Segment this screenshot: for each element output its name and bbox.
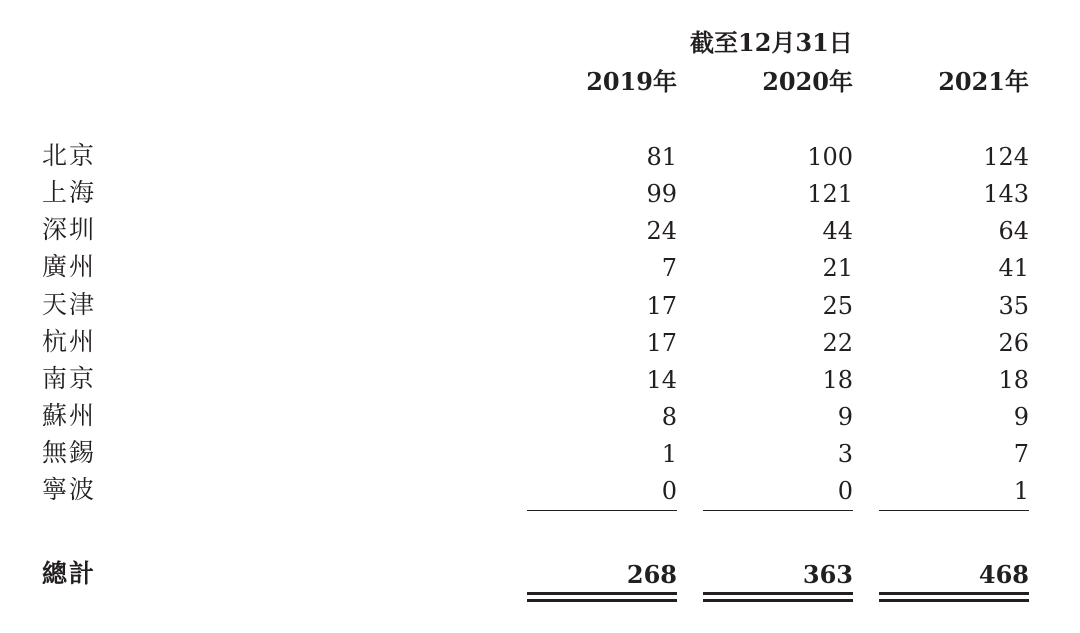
- total-label: 總計: [42, 559, 97, 588]
- cell-value: 26: [998, 329, 1029, 357]
- year-header-2020: 2020年: [762, 67, 853, 96]
- cell-value: 0: [837, 477, 853, 505]
- row-label: 天津: [42, 290, 97, 319]
- cell-value: 99: [646, 180, 677, 208]
- cell-value: 3: [837, 440, 853, 468]
- cell-value: 18: [998, 366, 1029, 394]
- total-value-2019: 268: [626, 560, 677, 589]
- cell-value: 0: [661, 477, 677, 505]
- total-value-2020: 363: [802, 560, 853, 589]
- row-label: 寧波: [42, 475, 97, 504]
- cell-value: 81: [646, 143, 677, 171]
- cell-value: 100: [807, 143, 853, 171]
- cell-value: 7: [1013, 440, 1029, 468]
- row-label: 蘇州: [42, 401, 97, 430]
- year-header-2019: 2019年: [586, 67, 677, 96]
- cell-value: 64: [998, 217, 1029, 245]
- total-double-rule: [527, 599, 677, 602]
- cell-value: 17: [646, 329, 677, 357]
- cell-value: 17: [646, 292, 677, 320]
- cell-value: 1: [661, 440, 677, 468]
- row-label: 北京: [42, 141, 97, 170]
- total-double-rule: [879, 599, 1029, 602]
- cell-value: 41: [998, 254, 1029, 282]
- cell-value: 9: [837, 403, 853, 431]
- cell-value: 121: [807, 180, 853, 208]
- total-value-2021: 468: [978, 560, 1029, 589]
- cell-value: 18: [822, 366, 853, 394]
- row-label: 無錫: [42, 438, 97, 467]
- total-double-rule: [703, 599, 853, 602]
- cell-value: 35: [998, 292, 1029, 320]
- period-header: 截至12月31日: [690, 28, 853, 57]
- cell-value: 9: [1013, 403, 1029, 431]
- row-label: 深圳: [42, 215, 97, 244]
- total-double-rule: [879, 592, 1029, 595]
- subtotal-rule: [879, 510, 1029, 511]
- row-label: 廣州: [42, 252, 97, 281]
- subtotal-rule: [527, 510, 677, 511]
- total-double-rule: [527, 592, 677, 595]
- cell-value: 8: [661, 403, 677, 431]
- cell-value: 25: [822, 292, 853, 320]
- cell-value: 21: [822, 254, 853, 282]
- cell-value: 22: [822, 329, 853, 357]
- subtotal-rule: [703, 510, 853, 511]
- cell-value: 124: [983, 143, 1029, 171]
- total-double-rule: [703, 592, 853, 595]
- cell-value: 1: [1013, 477, 1029, 505]
- row-label: 上海: [42, 178, 97, 207]
- cell-value: 44: [822, 217, 853, 245]
- cell-value: 14: [646, 366, 677, 394]
- cell-value: 7: [661, 254, 677, 282]
- row-label: 杭州: [42, 327, 97, 356]
- row-label: 南京: [42, 364, 97, 393]
- cell-value: 24: [646, 217, 677, 245]
- year-header-2021: 2021年: [938, 67, 1029, 96]
- cell-value: 143: [983, 180, 1029, 208]
